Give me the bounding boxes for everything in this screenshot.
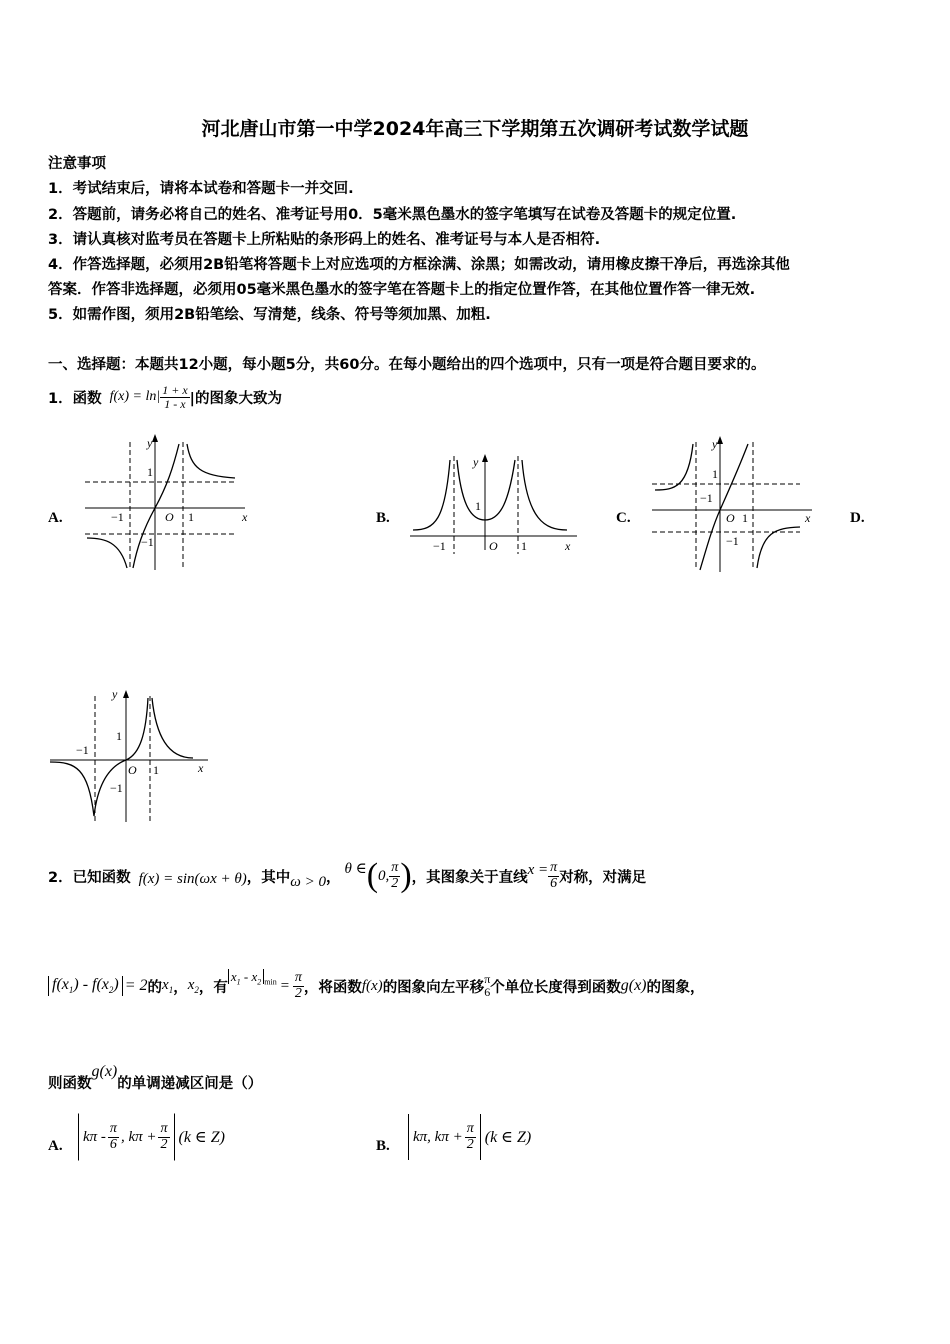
q1-option-a-label[interactable]: A. <box>48 510 63 526</box>
question-1-suffix: |的图象大致为 <box>189 390 282 407</box>
question-2-line-1 <box>48 848 646 904</box>
tick-yneg1: −1 <box>141 535 154 549</box>
curve-right <box>187 444 235 478</box>
bracket-right: ) <box>400 857 412 894</box>
q2-text: ，有 <box>198 979 228 996</box>
notice-item: 1．考试结束后，请将本试卷和答题卡一并交回. <box>48 181 354 197</box>
q2-option-a[interactable]: kπ - $\frac{\pi}{6}$ , kπ + $\frac{\pi}{2}$ (k ∈ Z) <box>78 1112 225 1162</box>
q2-x1: $x_1$ <box>162 977 174 995</box>
curve-middle <box>133 444 179 568</box>
q2-abs-expr: $f(x_1) - f(x_2)$ <box>48 976 123 995</box>
origin-label: O <box>489 539 498 553</box>
tick-y1: 1 <box>116 729 122 743</box>
y-label: y <box>473 455 479 469</box>
y-axis-arrow <box>482 454 488 462</box>
q2-theta: θ ∈ <box>344 860 367 877</box>
x-label: x <box>242 510 248 524</box>
y-label: y <box>112 687 118 701</box>
bracket-left: ( <box>366 857 379 894</box>
origin-label: O <box>165 510 174 524</box>
bracket-closed: kπ, kπ + $\frac{\pi}{2}$ <box>408 1114 481 1160</box>
y-label: y <box>147 436 153 450</box>
page-title: 河北唐山市第一中学2024年高三下学期第五次调研考试数学试题 <box>201 118 749 140</box>
q1-graph-c <box>650 432 825 574</box>
curve-right <box>522 460 567 530</box>
q1-graph-d <box>48 686 218 826</box>
tick-1: 1 <box>521 539 527 553</box>
q2-pi-over-2: $\frac{\pi}{2}$ <box>294 969 302 1001</box>
question-2-line-3 <box>48 1053 262 1093</box>
origin-label: O <box>726 511 735 525</box>
curve-right <box>152 698 193 758</box>
q2-text: 的 <box>147 979 163 996</box>
tick-y1: 1 <box>712 467 718 481</box>
q2-option-a-label[interactable]: A. <box>48 1138 63 1154</box>
q2-prefix: 2．已知函数 <box>48 869 131 886</box>
q2-gx: g(x) <box>91 1063 118 1080</box>
curve-middle <box>457 460 515 520</box>
q2-x2: $x_2$ <box>187 977 199 995</box>
bracket-closed: kπ - $\frac{\pi}{6}$ , kπ + $\frac{\pi}{2}$ <box>78 1113 175 1161</box>
q2-eq-2: = 2 <box>124 977 148 994</box>
notice-item: 4．作答选择题，必须用2B铅笔将答题卡上对应选项的方框涂满、涂黑；如需改动，请用橡皮擦干净后，再选涂其他 <box>48 257 790 273</box>
q2-text: 个单位长度得到函数 <box>490 979 621 996</box>
q2-text: 的图象向左平移 <box>382 979 485 996</box>
q2-text: 的图象， <box>646 979 705 996</box>
q2-fx: f(x) <box>361 977 383 994</box>
curve-left <box>655 444 693 490</box>
y-axis-arrow <box>717 436 723 444</box>
question-2-line-2 <box>48 960 705 1012</box>
q1-option-b-label[interactable]: B. <box>376 510 390 526</box>
tick-neg1: −1 <box>76 743 89 757</box>
notice-item: 答案．作答非选择题，必须用05毫米黑色墨水的签字笔在答题卡上的指定位置作答，在其他位置作答一律无效. <box>48 282 756 298</box>
curve-left <box>413 460 450 530</box>
notice-item: 3．请认真核对监考员在答题卡上所粘贴的条形码上的姓名、准考证号与本人是否相符. <box>48 232 601 248</box>
q2-text: ， <box>325 869 341 886</box>
x-label: x <box>198 761 204 775</box>
tick-yneg1: −1 <box>726 534 739 548</box>
y-label: y <box>712 437 718 451</box>
curve-left-middle <box>50 698 148 816</box>
q2-pi-over-6: π 6 <box>484 972 491 999</box>
x-label: x <box>805 511 811 525</box>
origin-label: O <box>128 763 137 777</box>
q2-line-eq: x = <box>527 861 549 878</box>
tick-1: 1 <box>742 511 748 525</box>
q2-text: ，其图象关于直线 <box>411 869 528 886</box>
q2-text: ， <box>173 979 188 996</box>
q2-gx: g(x) <box>620 977 647 994</box>
q2-option-b[interactable]: kπ, kπ + $\frac{\pi}{2}$ (k ∈ Z) <box>408 1112 531 1162</box>
q1-graph-b <box>405 450 585 560</box>
notice-item: 5．如需作图，须用2B铅笔绘、写清楚，线条、符号等须加黑、加粗. <box>48 307 491 323</box>
question-1 <box>48 378 282 416</box>
question-1-prefix: 1．函数 <box>48 390 102 407</box>
q1-option-d-label[interactable]: D. <box>850 510 865 526</box>
tick-yneg1: −1 <box>110 781 123 795</box>
tick-1: 1 <box>153 763 159 777</box>
tick-1: 1 <box>188 510 194 524</box>
curve-right <box>757 527 800 568</box>
q1-function: f(x) = ln| <box>109 389 161 404</box>
y-axis-arrow <box>123 690 129 698</box>
tick-neg1: −1 <box>700 491 713 505</box>
tick-neg1: −1 <box>111 510 124 524</box>
notice-item: 2．答题前，请务必将自己的姓名、准考证号用0．5毫米黑色墨水的签字笔填写在试卷及答题卡的规定位置. <box>48 207 737 223</box>
x-label: x <box>565 539 571 553</box>
q2-pi-over-6: $\frac{\pi}{6}$ <box>550 859 558 891</box>
tick-y1: 1 <box>475 499 481 513</box>
section-heading: 一、选择题：本题共12小题，每小题5分，共60分。在每小题给出的四个选项中，只有一项是符合题目要求的。 <box>48 357 766 373</box>
q1-fraction: $\frac{1 + x}{1 - x}$ <box>162 382 188 411</box>
q1-option-c-label[interactable]: C. <box>616 510 631 526</box>
q2-function: f(x) = sin(ωx + θ) <box>138 870 247 887</box>
q2-text: 的单调递减区间是（） <box>117 1076 263 1092</box>
notice-heading: 注意事项 <box>48 156 106 172</box>
tick-y1: 1 <box>147 465 153 479</box>
q2-text: 则函数 <box>48 1076 92 1092</box>
y-axis-arrow <box>152 434 158 442</box>
q2-interval-left: 0, <box>378 867 390 884</box>
q2-eq: = <box>279 977 290 994</box>
q2-pi-over-2: $\frac{\pi}{2}$ <box>391 859 399 891</box>
tick-neg1: −1 <box>433 539 446 553</box>
q2-option-b-label[interactable]: B. <box>376 1138 390 1154</box>
q2-text: 对称，对满足 <box>559 869 647 886</box>
q2-text: ，将函数 <box>303 979 362 996</box>
curve-left <box>87 538 127 568</box>
q2-cond-omega: ω > 0 <box>290 873 326 890</box>
q2-min-diff: $x_1 - x_2$ $_{min}$ <box>228 969 277 987</box>
q2-text: ，其中 <box>246 869 291 886</box>
q1-graph-a <box>75 430 255 578</box>
curve-middle <box>700 444 748 570</box>
